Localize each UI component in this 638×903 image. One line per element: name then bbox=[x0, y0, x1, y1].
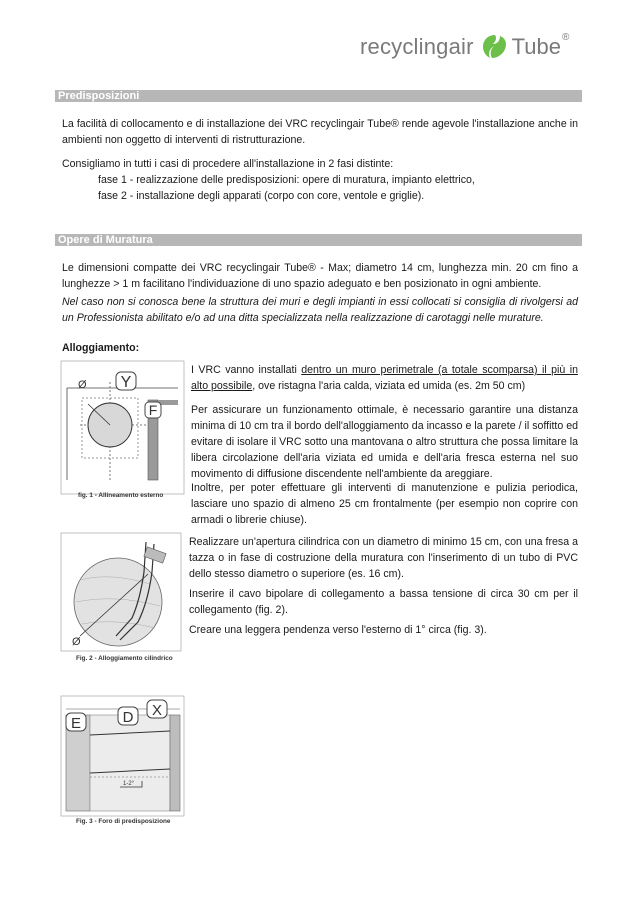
fig3-label-angle: 1-2° bbox=[123, 781, 135, 787]
leaf-logo-icon bbox=[480, 32, 510, 62]
figure-allineamento-esterno bbox=[60, 360, 185, 495]
fig2-label-phi: Ø bbox=[72, 636, 81, 648]
paragraph-fasi: Consigliamo in tutti i casi di procedere all'installazione in 2 fasi distinte: bbox=[62, 158, 394, 170]
paragraph-posizionamento bbox=[191, 362, 578, 394]
paragraph-apertura: Realizzare un'apertura cilindrica con un diametro di minimo 15 cm, con una fresa a tazza o in fase di costruzione della muratura con l'inserimento di un tubo di PVC dello stesso diametro o superiore (es. 16 cm). bbox=[189, 536, 578, 580]
list-item-fase2: fase 2 - installazione degli apparati (corpo con core, ventole e griglie). bbox=[98, 190, 425, 202]
subheading-alloggiamento: Alloggiamento: bbox=[62, 342, 140, 354]
section-header-predisposizioni bbox=[55, 90, 582, 102]
fig1-label-phi: Ø bbox=[78, 379, 87, 391]
fig3-label-x: X bbox=[151, 702, 163, 719]
fig3-label-d: D bbox=[122, 709, 134, 726]
text-underlined: dentro un muro perimetrale (a totale scomparsa) il più in alto possibile bbox=[191, 364, 578, 392]
paragraph-dimensioni: Le dimensioni compatte dei VRC recyclingair Tube® - Max; diametro 14 cm, lunghezza min. 20 cm fino a lunghezze > 1 m facilitano l'individuazione di uno spazio adeguato e ben posizionato in ogni ambiente. bbox=[62, 262, 578, 290]
paragraph-intro: La facilità di collocamento e di installazione dei VRC recyclingair Tube® rende agevole l'installazione anche in ambienti non oggetto di interventi di ristrutturazione. bbox=[62, 118, 578, 146]
logo-product-text: Tube bbox=[511, 34, 561, 59]
logo-registered-mark: ® bbox=[562, 31, 570, 43]
section-title: Opere di Muratura bbox=[58, 234, 153, 246]
logo-brand-text: recyclingair bbox=[360, 34, 474, 59]
list-item-fase1: fase 1 - realizzazione delle predisposizioni: opere di muratura, impianto elettrico, bbox=[98, 174, 475, 186]
figure-alloggiamento-cilindrico bbox=[60, 532, 182, 652]
paragraph-pendenza: Creare una leggera pendenza verso l'esterno di 1° circa (fig. 3). bbox=[189, 624, 487, 636]
paragraph-manutenzione: Inoltre, per poter effettuare gli interventi di manutenzione e pulizia periodica, lasciare uno spazio di almeno 25 cm frontalmente (per esempio non coprire con armadi o librerie chiuse). bbox=[191, 482, 578, 526]
fig1-label-y: Y bbox=[120, 374, 132, 391]
section-title: Predisposizioni bbox=[58, 90, 140, 102]
brand-logo bbox=[360, 30, 568, 64]
paragraph-distanza: Per assicurare un funzionamento ottimale, è necessario garantire una distanza minima di 10 cm tra il bordo dell'alloggiamento da incasso e la parete / il soffitto ed evitare di isolare il VRC sotto una mantovana o altro struttura che possa limitare la libera circolazione dell'aria viziata ed umida e dell'aria fresca esterna nel suo movimento di diffusione discendente nell'ambiente da areggiare. bbox=[191, 404, 578, 480]
figure-caption-1: fig. 1 - Allineamento esterno bbox=[78, 492, 164, 499]
figure-foro-predisposizione bbox=[60, 695, 185, 817]
paragraph-cavo: Inserire il cavo bipolare di collegamento a bassa tensione di circa 30 cm per il collegamento (fig. 2). bbox=[189, 588, 578, 616]
fig3-label-e: E bbox=[70, 715, 82, 732]
fig1-label-f: F bbox=[148, 402, 158, 418]
figure-caption-2: Fig. 2 - Alloggiamento cilindrico bbox=[76, 655, 173, 662]
text-part: , ove ristagna l'aria calda, viziata ed umida (es. 2m 50 cm) bbox=[252, 380, 526, 392]
figure-caption-3: Fig. 3 - Foro di predisposizione bbox=[76, 818, 171, 825]
section-header-muratura bbox=[55, 234, 582, 246]
paragraph-professionista: Nel caso non si conosca bene la struttura dei muri e degli impianti in essi collocati si consiglia di rivolgersi ad un Professionista abilitato e/o ad una ditta specializzata nella realizzazione di carotaggi nelle murature. bbox=[62, 296, 578, 324]
text-part: I VRC vanno installati bbox=[191, 364, 302, 376]
